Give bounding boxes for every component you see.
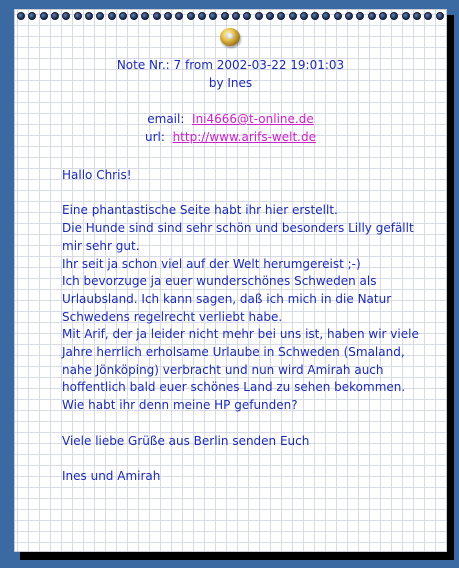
email-label: email:: [147, 112, 185, 126]
spiral-ring-icon: [108, 12, 116, 20]
greeting: Hallo Chris!: [62, 168, 132, 182]
spiral-ring-icon: [345, 12, 353, 20]
spiral-ring-icon: [232, 12, 240, 20]
spiral-ring-icon: [289, 12, 297, 20]
spiral-ring-icon: [436, 12, 444, 20]
spiral-ring-icon: [322, 12, 330, 20]
spiral-ring-icon: [300, 12, 308, 20]
email-row: [15, 110, 446, 128]
spiral-binding: [17, 12, 444, 24]
spiral-ring-icon: [266, 12, 274, 20]
spiral-ring-icon: [221, 12, 229, 20]
spiral-ring-icon: [85, 12, 93, 20]
spiral-ring-icon: [62, 12, 70, 20]
spiral-ring-icon: [356, 12, 364, 20]
email-link[interactable]: Ini4666@t-online.de: [192, 112, 314, 126]
spiral-ring-icon: [402, 12, 410, 20]
spiral-ring-icon: [390, 12, 398, 20]
spiral-ring-icon: [334, 12, 342, 20]
spiral-ring-icon: [175, 12, 183, 20]
message-body: [62, 167, 430, 486]
spiral-ring-icon: [277, 12, 285, 20]
spiral-ring-icon: [164, 12, 172, 20]
spiral-ring-icon: [130, 12, 138, 20]
closing-line: Viele liebe Grüße aus Berlin senden Euch: [62, 433, 310, 448]
spiral-ring-icon: [96, 12, 104, 20]
note-header: [15, 56, 446, 146]
spiral-ring-icon: [243, 12, 251, 20]
url-row: [15, 128, 446, 146]
spiral-ring-icon: [198, 12, 206, 20]
guestbook-note: [14, 9, 447, 552]
spiral-ring-icon: [209, 12, 217, 20]
spiral-ring-icon: [141, 12, 149, 20]
url-label: url:: [145, 130, 165, 144]
spiral-ring-icon: [153, 12, 161, 20]
spiral-ring-icon: [424, 12, 432, 20]
note-number-line: Note Nr.: 7 from 2002-03-22 19:01:03: [116, 58, 345, 72]
spiral-ring-icon: [17, 12, 25, 20]
spiral-ring-icon: [40, 12, 48, 20]
spiral-ring-icon: [413, 12, 421, 20]
spiral-ring-icon: [187, 12, 195, 20]
url-link[interactable]: http://www.arifs-welt.de: [172, 130, 316, 144]
pushpin-icon: [220, 28, 240, 46]
spiral-ring-icon: [28, 12, 36, 20]
spiral-ring-icon: [51, 12, 59, 20]
signature: Ines und Amirah: [62, 468, 161, 483]
author-line: by Ines: [208, 76, 253, 90]
spiral-ring-icon: [119, 12, 127, 20]
spiral-ring-icon: [255, 12, 263, 20]
spiral-ring-icon: [74, 12, 82, 20]
spiral-ring-icon: [368, 12, 376, 20]
message-paragraph: Eine phantastische Seite habt ihr hier erstellt. Die Hunde sind sind sehr schön und besonders Lilly gefällt mir sehr gut. Ihr seit ja schon viel auf der Welt herumgereist ;-) Ich bevorzuge ja euer wunderschönes Schweden als Urlaubsland. Ich kann sagen, daß ich mich in die Natur Schwedens regelrecht verliebt habe. Mit Arif, der ja leider nicht mehr bei uns ist, haben wir viele Jahre herrlich erholsame Urlaube in Schweden (Smaland, nahe Jönköping) verbracht und nun wird Amirah auch hoffentlich bald euer schönes Land zu sehen bekommen. Wie habt ihr denn meine HP gefunden?: [62, 203, 419, 413]
spiral-ring-icon: [311, 12, 319, 20]
spiral-ring-icon: [379, 12, 387, 20]
